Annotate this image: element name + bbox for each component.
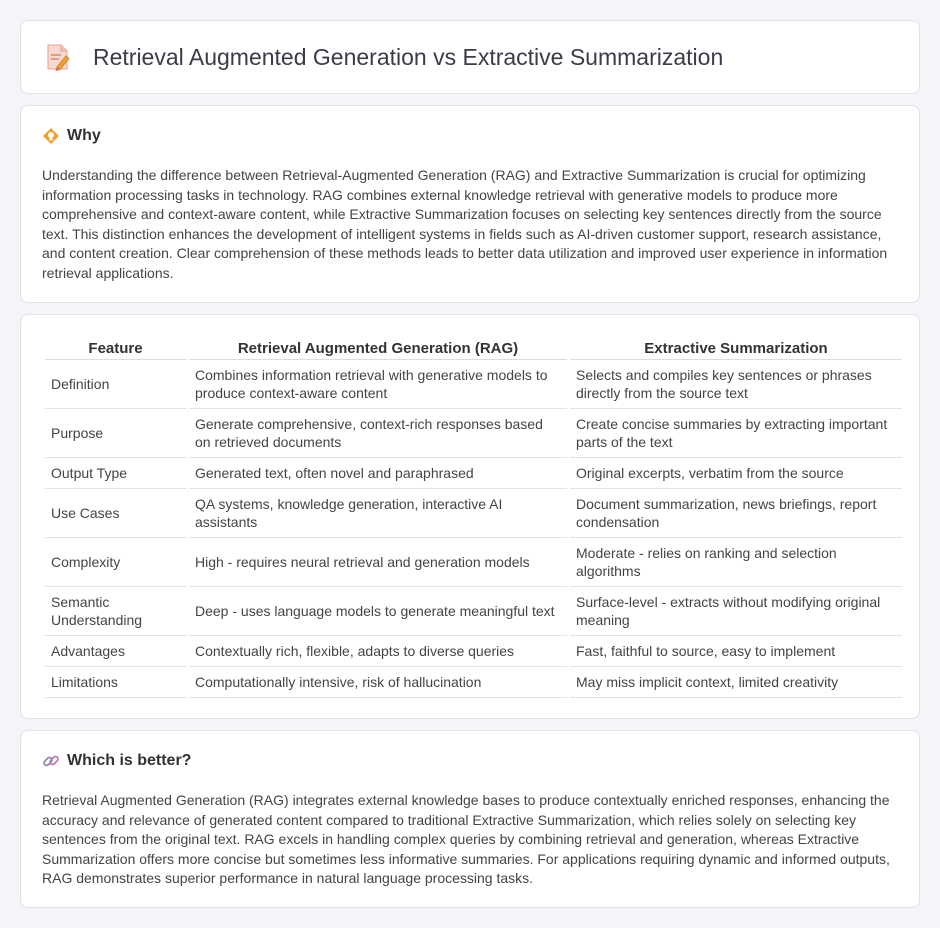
why-text: Understanding the difference between Retrieval-Augmented Generation (RAG) and Extractive Summarization is crucial for optimizing information processing tasks in technology. RAG combines external knowledge retrieval with generative models to produce more comprehensive and context-aware content, while Extractive Summarization focuses on selecting key sentences directly from the source text. This distinction enhances the development of intelligent systems in fields such as AI-driven customer support, research assistance, and content creation. Clear comprehension of these methods leads to better data utilization and improved user experience in information retrieval applications.: [42, 167, 888, 281]
document-edit-icon: [45, 43, 71, 71]
title-card: [20, 20, 920, 94]
row-rag: Contextually rich, flexible, adapts to diverse queries: [189, 636, 567, 667]
row-extractive: Fast, faithful to source, easy to implement: [570, 636, 902, 667]
header-feature: Feature: [45, 338, 186, 360]
row-feature: Use Cases: [45, 489, 186, 538]
row-feature: Definition: [45, 360, 186, 409]
link-icon: [42, 752, 60, 770]
comparison-section: [20, 314, 920, 719]
row-extractive: Create concise summaries by extracting important parts of the text: [570, 409, 902, 458]
table-row: [45, 667, 902, 698]
table-row: [45, 360, 902, 409]
lightbulb-icon: [42, 127, 60, 145]
row-rag: QA systems, knowledge generation, interactive AI assistants: [189, 489, 567, 538]
row-rag: Computationally intensive, risk of hallucination: [189, 667, 567, 698]
header-extractive: Extractive Summarization: [570, 338, 902, 360]
row-feature: Complexity: [45, 538, 186, 587]
row-rag: Deep - uses language models to generate meaningful text: [189, 587, 567, 636]
row-rag: Generated text, often novel and paraphrased: [189, 458, 567, 489]
row-extractive: Document summarization, news briefings, report condensation: [570, 489, 902, 538]
better-text: Retrieval Augmented Generation (RAG) integrates external knowledge bases to produce contextually enriched responses, enhancing the accuracy and relevance of generated content compared to traditional Extractive Summarization, which relies solely on selecting key sentences from the original text. RAG excels in handling complex queries by combining retrieval and generation, whereas Extractive Summarization offers more concise but sometimes less informative summaries. For applications requiring dynamic and informed outputs, RAG demonstrates superior performance in natural language processing tasks.: [42, 792, 890, 886]
table-header-row: [45, 338, 902, 360]
row-extractive: Surface-level - extracts without modifying original meaning: [570, 587, 902, 636]
row-extractive: Original excerpts, verbatim from the source: [570, 458, 902, 489]
why-section: [20, 105, 920, 303]
why-heading-row: [42, 127, 101, 145]
better-heading-row: [42, 752, 191, 770]
title-row: [45, 43, 723, 71]
row-extractive: May miss implicit context, limited creativity: [570, 667, 902, 698]
row-feature: Output Type: [45, 458, 186, 489]
why-heading: Why: [67, 127, 101, 144]
table-row: [45, 587, 902, 636]
row-feature: Limitations: [45, 667, 186, 698]
which-better-section: [20, 730, 920, 908]
better-heading: Which is better?: [67, 752, 192, 769]
table-row: [45, 409, 902, 458]
row-rag: Generate comprehensive, context-rich responses based on retrieved documents: [189, 409, 567, 458]
row-feature: Semantic Understanding: [45, 587, 186, 636]
header-rag: Retrieval Augmented Generation (RAG): [189, 338, 567, 360]
row-feature: Purpose: [45, 409, 186, 458]
row-extractive: Selects and compiles key sentences or phrases directly from the source text: [570, 360, 902, 409]
comparison-table: [42, 338, 905, 698]
page-title: Retrieval Augmented Generation vs Extractive Summarization: [93, 43, 724, 70]
row-feature: Advantages: [45, 636, 186, 667]
table-row: [45, 458, 902, 489]
row-extractive: Moderate - relies on ranking and selection algorithms: [570, 538, 902, 587]
table-row: [45, 636, 902, 667]
row-rag: High - requires neural retrieval and generation models: [189, 538, 567, 587]
table-row: [45, 489, 902, 538]
row-rag: Combines information retrieval with generative models to produce context-aware content: [189, 360, 567, 409]
table-row: [45, 538, 902, 587]
